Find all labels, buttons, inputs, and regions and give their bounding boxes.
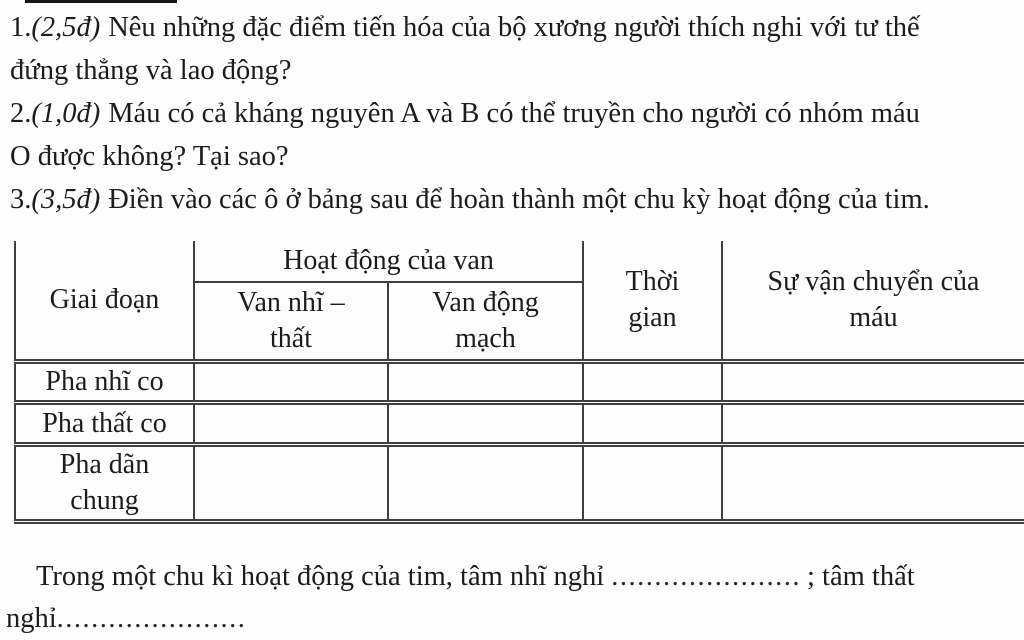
- header-thoi-gian-line-1: Thời: [625, 266, 680, 297]
- header-van-dong-mach: [388, 282, 583, 362]
- empty-answer-cell: [583, 403, 722, 445]
- row-label-pha-dan-chung: [15, 445, 194, 522]
- empty-answer-cell: [194, 403, 388, 445]
- dotted-blank-tam-that: ......................: [56, 603, 247, 634]
- cropped-underline-fragment: [25, 0, 177, 3]
- row-label-pha-that-co: Pha thất co: [15, 403, 194, 445]
- footer-line-1: [6, 556, 1020, 598]
- header-van-nhi-that-line-1: Van nhĩ –: [237, 287, 345, 318]
- heart-cycle-table: [14, 241, 1024, 524]
- header-su-van-chuyen-cua-mau: [722, 241, 1024, 362]
- empty-answer-cell: [722, 362, 1024, 403]
- header-van-nhi-that: [194, 282, 388, 362]
- empty-answer-cell: [583, 445, 722, 522]
- question-1-line-2: đứng thẳng và lao động?: [10, 55, 292, 86]
- footer-line-1-text: Trong một chu kì hoạt động của tim, tâm nhĩ nghỉ: [36, 561, 605, 592]
- question-2-text: Máu có cả kháng nguyên A và B có thể truyền cho người có nhóm máu: [108, 98, 920, 129]
- header-thoi-gian: [583, 241, 722, 362]
- question-1-number: 1.: [10, 12, 32, 43]
- table-row-pha-that-co: [15, 403, 1024, 445]
- question-list: [10, 6, 1022, 221]
- empty-answer-cell: [194, 362, 388, 403]
- empty-answer-cell: [388, 403, 583, 445]
- row-label-pha-dan-chung-line-1: Pha dãn: [59, 449, 150, 480]
- header-van-dong-mach-line-2: mạch: [455, 323, 516, 354]
- header-su-van-chuyen-line-1: Sự vận chuyển của: [767, 266, 980, 297]
- footer-line-2: [6, 598, 1020, 640]
- question-3-points: (3,5đ): [31, 184, 101, 215]
- question-1-points: (2,5đ): [31, 12, 101, 43]
- table-row-pha-dan-chung: [15, 445, 1024, 522]
- row-label-pha-dan-chung-line-2: chung: [70, 485, 139, 516]
- question-3-line-1: [10, 178, 1022, 221]
- question-3-number: 3.: [10, 184, 32, 215]
- footer-line-2-word: nghỉ: [6, 603, 57, 634]
- question-2-points: (1,0đ): [31, 98, 101, 129]
- empty-answer-cell: [722, 403, 1024, 445]
- header-hoat-dong-cua-van: Hoạt động của van: [194, 241, 583, 282]
- dotted-blank-tam-nhi: ......................: [611, 561, 801, 592]
- row-label-pha-nhi-co: Pha nhĩ co: [15, 362, 194, 403]
- question-2-number: 2.: [10, 98, 32, 129]
- empty-answer-cell: [583, 362, 722, 403]
- footer-line-1-after: ; tâm thất: [807, 561, 915, 592]
- header-thoi-gian-line-2: gian: [628, 302, 677, 333]
- header-giai-doan: Giai đoạn: [15, 241, 194, 362]
- footer-sentence: [6, 556, 1020, 640]
- question-2-line-1: [10, 92, 1022, 135]
- question-2-line-2: O được không? Tại sao?: [10, 141, 289, 172]
- empty-answer-cell: [388, 445, 583, 522]
- empty-answer-cell: [388, 362, 583, 403]
- question-1-line-1: [10, 6, 1022, 49]
- empty-answer-cell: [194, 445, 388, 522]
- header-van-dong-mach-line-1: Van động: [432, 287, 539, 318]
- question-1-text: Nêu những đặc điểm tiến hóa của bộ xương người thích nghi với tư thế: [108, 12, 920, 43]
- question-3-text: Điền vào các ô ở bảng sau để hoàn thành một chu kỳ hoạt động của tim.: [108, 184, 930, 215]
- empty-answer-cell: [722, 445, 1024, 522]
- table-row-pha-nhi-co: [15, 362, 1024, 403]
- header-van-nhi-that-line-2: thất: [270, 323, 312, 354]
- header-su-van-chuyen-line-2: máu: [849, 302, 898, 333]
